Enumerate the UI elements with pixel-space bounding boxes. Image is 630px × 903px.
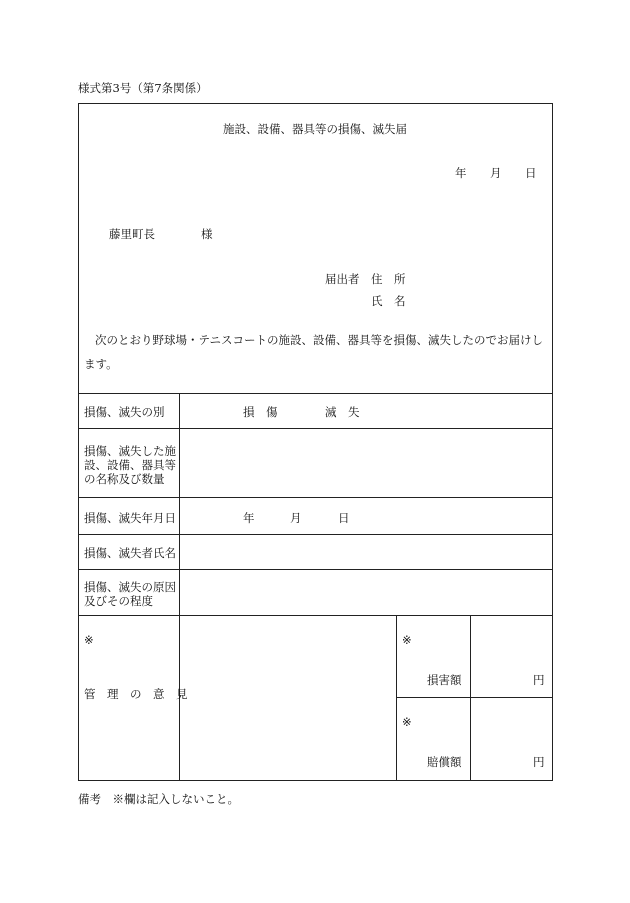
applicant-label: 届出者 — [325, 272, 360, 286]
date-month: 月 — [490, 166, 502, 180]
body-text-line1: 次のとおり野球場・テニスコートの施設、設備、器具等を損傷、滅失したのでお届けし — [95, 333, 544, 347]
type-option-damage: 損 傷 — [243, 405, 278, 419]
damage-mark: ※ — [402, 633, 412, 647]
incident-date-month: 月 — [290, 511, 302, 525]
cause-label-line2: 及びその程度 — [84, 594, 153, 608]
applicant-address-label: 住 所 — [371, 272, 406, 286]
compensation-mark: ※ — [402, 715, 412, 729]
addressee-honorific: 様 — [201, 227, 213, 241]
divider-top-section — [78, 393, 553, 394]
date-year: 年 — [455, 166, 467, 180]
addressee-name: 藤里町長 — [109, 227, 155, 241]
incident-date-label: 損傷、滅失年月日 — [84, 511, 176, 525]
label-column-divider — [179, 393, 180, 781]
form-number: 様式第3号（第7条関係） — [78, 81, 208, 95]
items-label-line2: 設、設備、器具等 — [84, 458, 176, 472]
divider-amounts — [396, 697, 553, 698]
person-label: 損傷、滅失者氏名 — [84, 546, 176, 560]
opinion-mark: ※ — [84, 633, 94, 647]
cause-label-line1: 損傷、滅失の原因 — [84, 580, 176, 594]
items-label-line1: 損傷、滅失した施 — [84, 444, 176, 458]
divider-row-1 — [78, 428, 553, 429]
items-label-line3: の名称及び数量 — [84, 472, 165, 486]
compensation-label: 賠償額 — [427, 755, 462, 769]
incident-date-year: 年 — [243, 511, 255, 525]
divider-row-2 — [78, 497, 553, 498]
applicant-name-label: 氏 名 — [371, 294, 406, 308]
footnote: 備考 ※欄は記入しないこと。 — [78, 792, 239, 806]
body-text-line2: ます。 — [84, 357, 118, 371]
amount-column-divider — [396, 615, 397, 781]
compensation-unit: 円 — [533, 755, 545, 769]
amount-value-divider — [470, 615, 471, 781]
type-label: 損傷、滅失の別 — [84, 405, 165, 419]
damage-unit: 円 — [533, 673, 545, 687]
type-option-loss: 滅 失 — [325, 405, 360, 419]
damage-label: 損害額 — [427, 673, 462, 687]
incident-date-day: 日 — [338, 511, 350, 525]
form-frame — [78, 103, 553, 781]
divider-row-4 — [78, 569, 553, 570]
divider-row-3 — [78, 534, 553, 535]
divider-row-5 — [78, 615, 553, 616]
opinion-label: 管 理 の 意 見 — [84, 687, 188, 701]
form-title: 施設、設備、器具等の損傷、滅失届 — [223, 122, 407, 136]
date-day: 日 — [525, 166, 537, 180]
